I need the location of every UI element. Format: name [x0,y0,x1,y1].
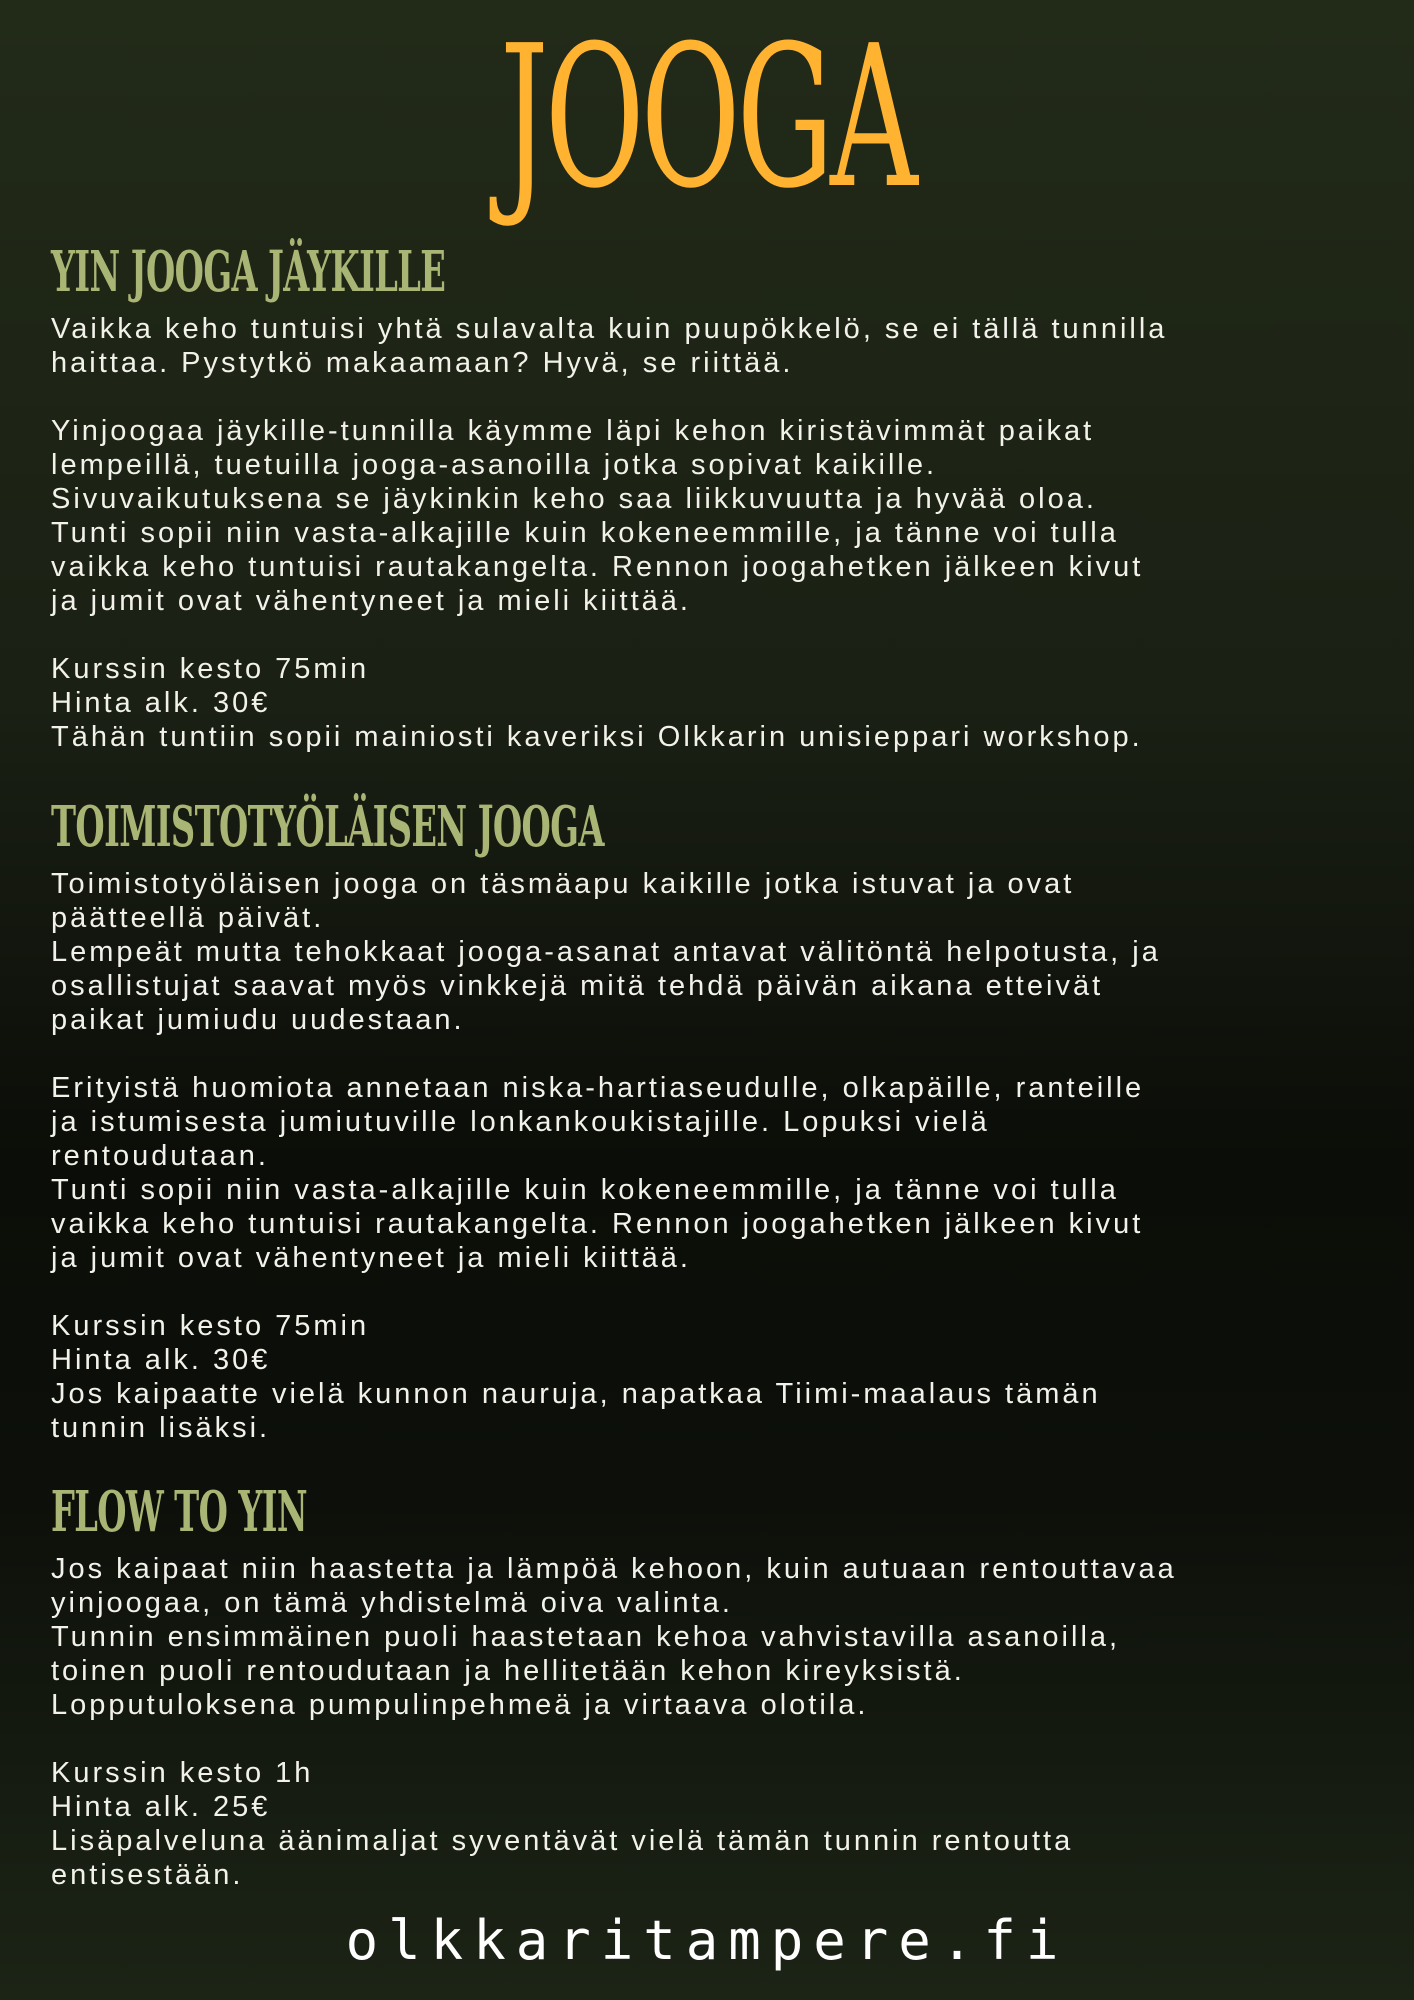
paragraph-gap [51,618,1371,652]
body-text-line: Lempeät mutta tehokkaat jooga-asanat antavat välitöntä helpotusta, ja [51,936,1161,968]
body-text-line: päätteellä päivät. [51,902,325,934]
section-body [51,1552,1371,1892]
body-text-line: Yinjoogaa jäykille-tunnilla käymme läpi kehon kiristävimmät paikat [51,415,1095,447]
body-text-line: ja jumit ovat vähentyneet ja mieli kiittää. [51,585,691,617]
section-flow-to-yin [51,1480,1371,1892]
body-text-line: haittaa. Pystytkö makaamaan? Hyvä, se riittää. [51,347,794,379]
body-text-line: Kurssin kesto 1h [51,1757,314,1789]
main-title: JOOGA [499,4,915,232]
body-text-line: Hinta alk. 30€ [51,687,271,719]
body-text-line: rentoudutaan. [51,1140,269,1172]
body-text-line: Sivuvaikutuksena se jäykinkin keho saa liikkuvuutta ja hyvää oloa. [51,483,1097,515]
body-text-line: Tunti sopii niin vasta-alkajille kuin kokeneemmille, ja tänne voi tulla [51,1174,1119,1206]
body-text-line: yinjoogaa, on tämä yhdistelmä oiva valinta. [51,1587,733,1619]
section-heading: TOIMISTOTYÖLÄISEN JOOGA [51,794,604,860]
body-text-line: entisestään. [51,1859,244,1891]
body-text-line: Jos kaipaat niin haastetta ja lämpöä kehoon, kuin autuaan rentouttavaa [51,1553,1177,1585]
body-text-line: Kurssin kesto 75min [51,653,370,685]
paragraph-gap [51,380,1371,414]
section-heading: FLOW TO YIN [51,1479,307,1545]
body-text-line: Erityistä huomiota annetaan niska-hartiaseudulle, olkapäille, ranteille [51,1072,1145,1104]
body-text-line: toinen puoli rentoudutaan ja hellitetään kehon kireyksistä. [51,1655,965,1687]
body-text-line: Tähän tuntiin sopii mainiosti kaveriksi Olkkarin unisieppari workshop. [51,721,1143,753]
body-text-line: ja jumit ovat vähentyneet ja mieli kiittää. [51,1242,691,1274]
body-text-line: Vaikka keho tuntuisi yhtä sulavalta kuin puupökkelö, se ei tällä tunnilla [51,313,1168,345]
body-text-line: Jos kaipaatte vielä kunnon nauruja, napatkaa Tiimi-maalaus tämän [51,1378,1101,1410]
section-body [51,867,1371,1445]
body-text-line: Tunti sopii niin vasta-alkajille kuin kokeneemmille, ja tänne voi tulla [51,517,1119,549]
body-text-line: osallistujat saavat myös vinkkejä mitä tehdä päivän aikana etteivät [51,970,1104,1002]
body-text-line: paikat jumiudu uudestaan. [51,1004,465,1036]
body-text-line: vaikka keho tuntuisi rautakangelta. Rennon joogahetken jälkeen kivut [51,551,1144,583]
section-yin-jooga-jaykille [51,240,1371,754]
paragraph-gap [51,1037,1371,1071]
body-text-line: Hinta alk. 25€ [51,1791,271,1823]
paragraph-gap [51,1722,1371,1756]
body-text-line: Tunnin ensimmäinen puoli haastetaan kehoa vahvistavilla asanoilla, [51,1621,1121,1653]
body-text-line: Lisäpalveluna äänimaljat syventävät vielä tämän tunnin rentoutta [51,1825,1074,1857]
section-body [51,312,1371,754]
body-text-line: ja istumisesta jumiutuville lonkankoukistajille. Lopuksi vielä [51,1106,990,1138]
body-text-line: Lopputuloksena pumpulinpehmeä ja virtaava olotila. [51,1689,869,1721]
website-url[interactable]: olkkaritampere.fi [345,1909,1069,1972]
body-text-line: vaikka keho tuntuisi rautakangelta. Rennon joogahetken jälkeen kivut [51,1208,1144,1240]
body-text-line: Hinta alk. 30€ [51,1344,271,1376]
body-text-line: Kurssin kesto 75min [51,1310,370,1342]
body-text-line: tunnin lisäksi. [51,1412,271,1444]
section-heading: YIN JOOGA JÄYKILLE [51,239,446,305]
body-text-line: lempeillä, tuetuilla jooga-asanoilla jotka sopivat kaikille. [51,449,938,481]
body-text-line: Toimistotyöläisen jooga on täsmäapu kaikille jotka istuvat ja ovat [51,868,1075,900]
paragraph-gap [51,1275,1371,1309]
section-toimistotyolaisen-jooga [51,795,1371,1445]
